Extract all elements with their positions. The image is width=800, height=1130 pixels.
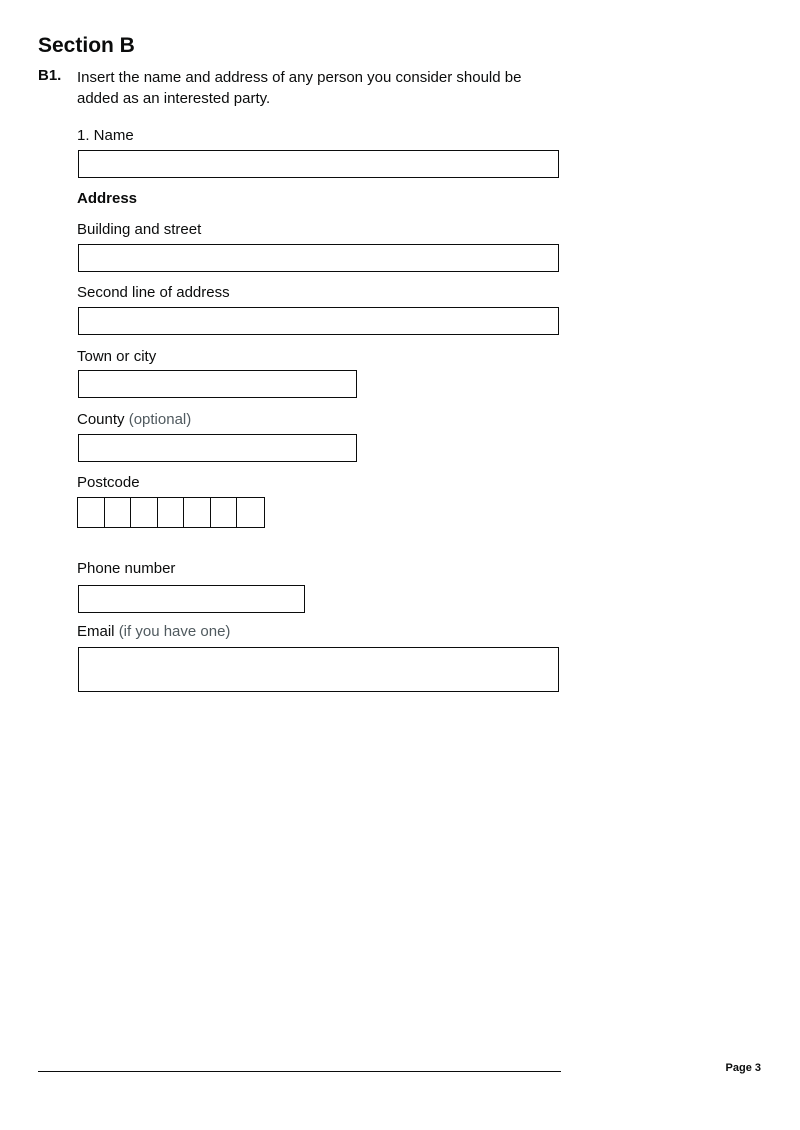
- address-line2-field[interactable]: [78, 307, 559, 335]
- name-label: 1. Name: [77, 127, 134, 144]
- town-label: Town or city: [77, 348, 157, 365]
- address-line2-label: Second line of address: [77, 284, 230, 301]
- footer-divider: [38, 1071, 561, 1072]
- email-label-text: Email: [77, 623, 115, 640]
- name-field[interactable]: [78, 150, 559, 178]
- street-label: Building and street: [77, 221, 202, 238]
- page-number: Page 3: [725, 1062, 761, 1074]
- email-label: [77, 623, 230, 640]
- email-field[interactable]: [78, 647, 559, 692]
- postcode-char-box[interactable]: [237, 498, 264, 527]
- street-field[interactable]: [78, 244, 559, 272]
- address-heading: Address: [77, 190, 138, 207]
- postcode-char-box[interactable]: [105, 498, 132, 527]
- question-number: B1.: [38, 67, 62, 84]
- section-title: Section B: [38, 34, 135, 57]
- postcode-char-box[interactable]: [211, 498, 238, 527]
- county-hint: (optional): [128, 411, 192, 428]
- phone-label: Phone number: [77, 560, 176, 577]
- county-label: [77, 411, 191, 428]
- question-text: Insert the name and address of any person you consider should be added as an interested party.: [77, 69, 522, 107]
- postcode-char-box[interactable]: [131, 498, 158, 527]
- email-hint: (if you have one): [118, 623, 231, 640]
- postcode-char-box[interactable]: [158, 498, 185, 527]
- postcode-char-box[interactable]: [184, 498, 211, 527]
- postcode-char-box[interactable]: [78, 498, 105, 527]
- phone-field[interactable]: [78, 585, 305, 613]
- town-field[interactable]: [78, 370, 357, 398]
- postcode-label: Postcode: [77, 474, 140, 491]
- county-field[interactable]: [78, 434, 357, 462]
- postcode-boxes: [77, 497, 265, 528]
- county-label-text: County: [77, 411, 125, 428]
